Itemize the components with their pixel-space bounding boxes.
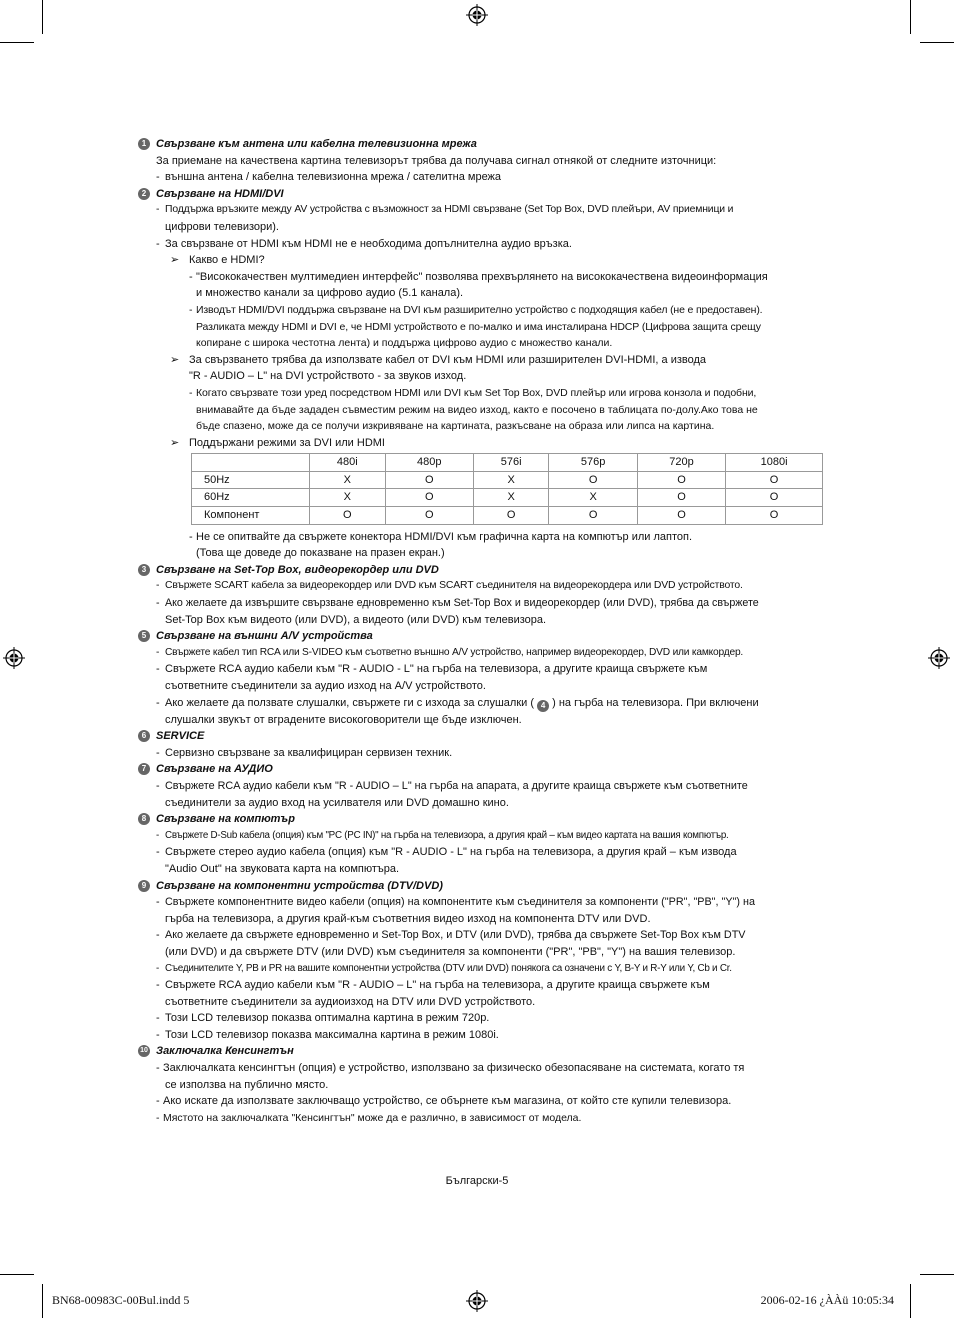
- table-row: [192, 489, 823, 507]
- table-cell: X: [473, 471, 549, 489]
- crop-mark: [920, 1274, 954, 1275]
- table-cell: O: [726, 507, 823, 525]
- crop-mark: [0, 1274, 34, 1275]
- table-cell: O: [637, 489, 725, 507]
- table-header-cell: 576i: [473, 454, 549, 472]
- sub-item: - Когато свързвате този уред посредством HDMI или DVI към Set Top Box, DVD плейър или игрова конзола и подобни,: [138, 385, 828, 402]
- list-item-continued: "Audio Out" на звуковата карта на компютъра.: [165, 862, 400, 875]
- section-8-title: [138, 811, 828, 828]
- table-row-header: Компонент: [192, 507, 310, 525]
- sub-item: - Не се опитвайте да свържете конектора HDMI/DVI към графична карта на компютър или лаптоп.: [138, 529, 828, 546]
- section-title-text: Свързване на Set-Top Box, видеорекордер или DVD: [156, 563, 439, 576]
- list-item-continued: съответните съединители за аудиоизход на DTV или DVD устройството.: [165, 995, 536, 1008]
- sub-item-continued: внимавайте да бъде зададен съвместим режим на видео изход, както е посочено в таблицата по-долу.Ако това не: [196, 403, 758, 416]
- number-badge: 7: [138, 763, 150, 775]
- table-cell: O: [385, 489, 473, 507]
- table-row-header: 60Hz: [192, 489, 310, 507]
- number-badge: 3: [138, 564, 150, 576]
- list-item: - Ако желаете да извършите свързване едновременно към Set-Top Box и видеорекордер (или DVD), трябва да свържете: [138, 595, 828, 612]
- list-item-continued: (или DVD) и да свържете DTV (или DVD) към съединителя за компоненти ("PR", "PB", "Y") на вашия телевизор.: [165, 945, 736, 958]
- table-row: [192, 507, 823, 525]
- sub-item-continued: Разликата между HDMI и DVI е, че HDMI устройството е по-малко и има инсталирана HDCP (Цифрова защита срещу: [196, 320, 761, 333]
- sub-item-continued: и множество канали за цифрово аудио (5.1 канала).: [196, 287, 464, 300]
- table-cell: X: [310, 489, 386, 507]
- note-arrow-icon: ➢: [170, 436, 180, 449]
- timestamp-slug: 2006-02-16 ¿ÀÀü 10:05:34: [760, 1293, 894, 1307]
- page-number: Български-5: [445, 1175, 509, 1187]
- table-cell: O: [726, 471, 823, 489]
- list-item-continued: гърба на телевизора, а другия край-към съответния видео изход на компонента DTV или DVD.: [165, 912, 651, 925]
- section-9-title: [138, 878, 828, 895]
- crop-mark: [910, 1284, 911, 1318]
- section-1-title: [138, 136, 828, 153]
- sub-item: - "Висококачествен мултимедиен интерфейс" позволява прехвърлянето на висококачествена видеоинформация: [138, 269, 828, 286]
- list-item: - За свързване от HDMI към HDMI не е необходима допълнителна аудио връзка.: [138, 236, 828, 253]
- table-header-row: [192, 454, 823, 472]
- note: [138, 435, 828, 452]
- section-title-text: SERVICE: [156, 730, 205, 743]
- list-item: - Свържете RCA аудио кабели към "R - AUDIO – L" на гърба на телевизора, а другите краища свържете към: [138, 977, 828, 994]
- note-text: Какво е HDMI?: [189, 254, 265, 267]
- section-title-text: Свързване на външни A/V устройства: [156, 630, 373, 643]
- table-row-header: 50Hz: [192, 471, 310, 489]
- table-cell: O: [310, 507, 386, 525]
- list-item: - външна антена / кабелна телевизионна мрежа / сателитна мрежа: [138, 169, 828, 186]
- list-item-continued: Set-Top Box към видеото (или DVD), а видеото (или DVD) към телевизора.: [165, 613, 547, 626]
- note: [138, 252, 828, 269]
- table-cell: O: [549, 507, 637, 525]
- list-item-continued: съединители за аудио вход на усилвателя или DVD домашно кино.: [165, 796, 509, 809]
- sub-item-continued: копиране с широка честотна лента) и поддържа цифрово аудио с множество канали.: [196, 337, 613, 350]
- sub-item-continued: бъде спазено, може да се получи изкривяване на картината, разкъсване на образа или липса на картина.: [196, 420, 715, 433]
- list-item: - Свържете RCA аудио кабели към "R - AUDIO – L" на гърба на апарата, а другите краища свържете към съответните: [138, 778, 828, 795]
- file-slug: BN68-00983C-00Bul.indd 5: [52, 1293, 190, 1307]
- list-item-continued: съответните съединители за аудио изход на A/V устройството.: [165, 680, 486, 692]
- number-badge: 5: [138, 630, 150, 642]
- list-item: [138, 695, 828, 712]
- table-cell: X: [549, 489, 637, 507]
- section-5-title: [138, 628, 828, 645]
- list-item: - Свържете RCA аудио кабели към "R - AUDIO - L" на гърба на телевизора, а другите краища свържете към: [138, 661, 828, 678]
- list-item-continued: цифрови телевизори).: [165, 220, 279, 233]
- registration-mark-icon: [466, 1290, 488, 1312]
- list-item: - Мястото на заключалката "Кенсингтън" може да е различно, в зависимост от модела.: [138, 1110, 828, 1127]
- list-item: - Този LCD телевизор показва максимална картина в режим 1080i.: [138, 1027, 828, 1044]
- table-header-cell: 480i: [310, 454, 386, 472]
- crop-mark: [910, 0, 911, 34]
- modes-table-wrapper: [138, 453, 828, 524]
- number-badge: 9: [138, 880, 150, 892]
- crop-mark: [920, 42, 954, 43]
- list-item: - Поддържа връзките между AV устройства с възможност за HDMI свързване (Set Top Box, DVD плейъри, AV приемници и: [138, 202, 828, 219]
- table-cell: O: [637, 507, 725, 525]
- list-item-continued: слушалки звукът от вградените високоговорители ще бъде изключен.: [165, 713, 522, 726]
- note-arrow-icon: ➢: [170, 353, 180, 366]
- section-7-title: [138, 761, 828, 778]
- table-cell: O: [637, 471, 725, 489]
- table-cell: O: [385, 507, 473, 525]
- table-cell: X: [473, 489, 549, 507]
- registration-mark-icon: [466, 4, 488, 26]
- note-continued: "R - AUDIO – L" на DVI устройството - за звуков изход.: [189, 370, 467, 383]
- number-badge: 2: [138, 188, 150, 200]
- section-title-text: Свързване към антена или кабелна телевизионна мрежа: [156, 138, 477, 150]
- section-10-title: [138, 1043, 828, 1060]
- list-item: - Свържете D-Sub кабела (опция) към "PC (PC IN)" на гърба на телевизора, а другия край – към видео картата на вашия компютър.: [138, 828, 828, 845]
- table-cell: O: [549, 471, 637, 489]
- list-item-text: Ако желаете да ползвате слушалки, свържете ги с изхода за слушалки (: [165, 696, 534, 709]
- list-item: - Свържете кабел тип RCA или S-VIDEO към съответно външно A/V устройство, например видеорекордер, DVD или камкордер.: [138, 645, 828, 662]
- section-3-title: [138, 562, 828, 579]
- crop-mark: [0, 42, 34, 43]
- table-cell: O: [473, 507, 549, 525]
- number-badge: 4: [537, 700, 549, 712]
- table-header-cell: 480p: [385, 454, 473, 472]
- note: [138, 352, 828, 369]
- list-item: - Заключалката кенсингтън (опция) е устройство, използвано за физическо обезопасяване на системата, когато тя: [138, 1060, 828, 1077]
- number-badge: 1: [138, 138, 150, 150]
- section-title-text: Свързване на компонентни устройства (DTV/DVD): [156, 879, 443, 892]
- list-item-text: ) на гърба на телевизора. При включени: [552, 696, 759, 709]
- note-text: За свързването трябва да използвате кабел от DVI към HDMI или разширителен DVI-HDMI, а извода: [189, 353, 707, 366]
- table-header-cell: [192, 454, 310, 472]
- note-arrow-icon: ➢: [170, 254, 180, 267]
- supported-modes-table: [191, 453, 823, 524]
- sub-item-continued: (Това ще доведе до показване на празен екран.): [196, 547, 445, 560]
- sub-item: - Изводът HDMI/DVI поддържа свързване на DVI към разширително устройство с подходящия кабел (не е предоставен).: [138, 302, 828, 319]
- registration-mark-icon: [3, 647, 25, 669]
- list-item: - Свържете стерео аудио кабела (опция) към "R - AUDIO - L" на гърба на телевизора, а другия край – към извода: [138, 844, 828, 861]
- table-header-cell: 1080i: [726, 454, 823, 472]
- list-item: - Сервизно свързване за квалифициран сервизен техник.: [138, 745, 828, 762]
- section-title-text: Свързване на HDMI/DVI: [156, 187, 284, 200]
- number-badge: 10: [138, 1045, 150, 1057]
- section-6-title: [138, 728, 828, 745]
- list-item: - Ако искате да използвате заключващо устройство, се обърнете към магазина, от който сте купили телевизора.: [138, 1093, 828, 1110]
- list-item: - Съединителите Y, PB и PR на вашите компонентни устройства (DTV или DVD) понякога са означени с Y, B-Y и R-Y или Y, Cb и Cr.: [138, 961, 828, 978]
- list-item-continued: се използва на публично място.: [165, 1078, 329, 1091]
- note-text: Поддържани режими за DVI или HDMI: [189, 436, 385, 449]
- table-header-cell: 576p: [549, 454, 637, 472]
- crop-mark: [42, 0, 43, 34]
- registration-mark-icon: [928, 647, 950, 669]
- paragraph: За приемане на качествена картина телевизорът трябва да получава сигнал отнякой от следните източници:: [156, 154, 717, 167]
- list-item: - Свържете компонентните видео кабели (опция) на компонентите към съединителя за компоненти ("PR", "PB", "Y") на: [138, 894, 828, 911]
- list-item: - Свържете SCART кабела за видеорекордер или DVD към SCART съединителя на видеорекордера или DVD устройството.: [138, 578, 828, 595]
- table-cell: O: [726, 489, 823, 507]
- number-badge: 6: [138, 730, 150, 742]
- section-2-title: [138, 186, 828, 203]
- section-title-text: Свързване на компютър: [156, 813, 295, 826]
- number-badge: 8: [138, 813, 150, 825]
- table-cell: O: [385, 471, 473, 489]
- list-item: - Този LCD телевизор показва оптимална картина в режим 720p.: [138, 1010, 828, 1027]
- section-title-text: Заключалка Кенсингтън: [156, 1045, 294, 1058]
- manual-content: [138, 136, 828, 1126]
- table-cell: X: [310, 471, 386, 489]
- section-title-text: Свързване на АУДИО: [156, 763, 273, 776]
- crop-mark: [42, 1284, 43, 1318]
- list-item: - Ако желаете да свържете едновременно и Set-Top Box, и DTV (или DVD), трябва да свържете Set-Top Box към DTV: [138, 927, 828, 944]
- table-row: [192, 471, 823, 489]
- table-header-cell: 720p: [637, 454, 725, 472]
